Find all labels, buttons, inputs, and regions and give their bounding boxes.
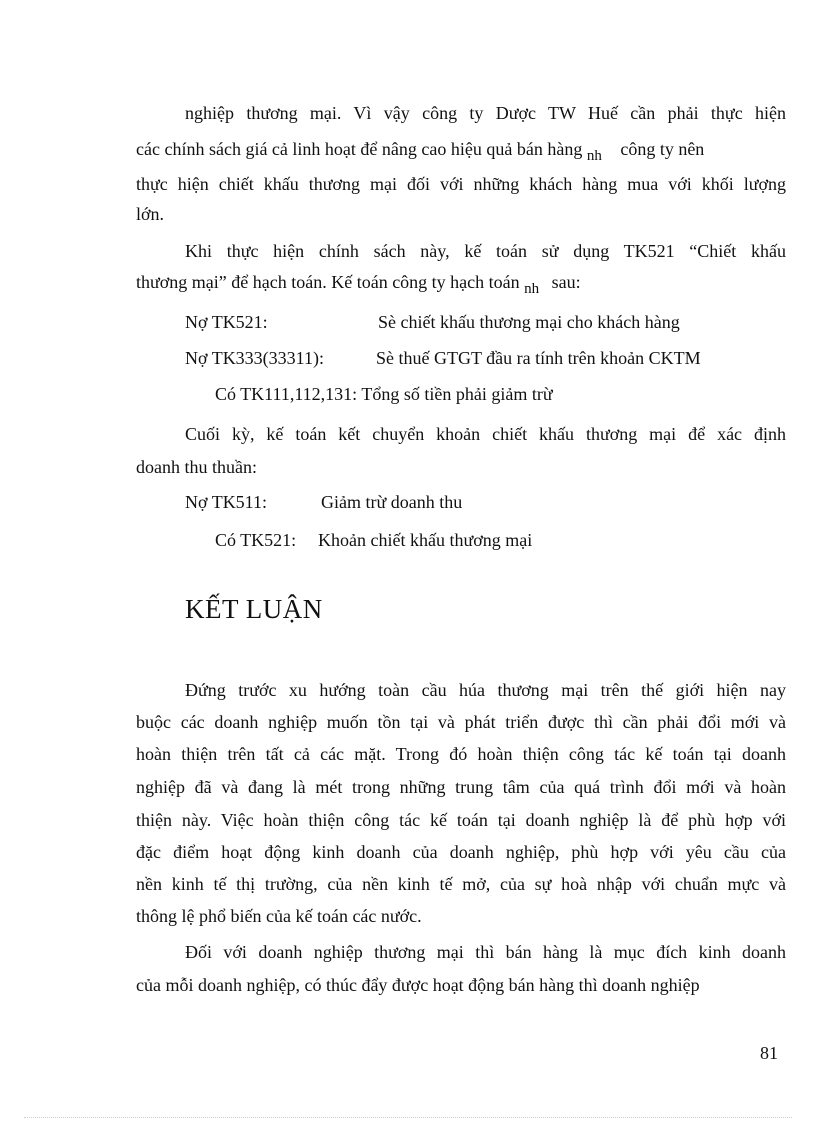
body-line: nền kinh tế thị trường, của nền kinh tế mở, của sự hoà nhập với chuẩn mực và	[136, 874, 786, 894]
entry-desc: Tổng số tiền phải giảm trừ	[361, 384, 553, 404]
entry-desc: Sè thuế GTGT đầu ra tính trên khoản CKTM	[376, 348, 701, 368]
body-line: đặc điểm hoạt động kinh doanh của doanh nghiệp, phù hợp với yêu cầu của	[136, 842, 786, 862]
footer-divider	[24, 1117, 792, 1118]
entry-line	[215, 382, 553, 406]
body-line: nghiệp thương mại. Vì vậy công ty Dược TW Huế cần phải thực hiện	[185, 103, 786, 123]
section-heading: KẾT LUẬN	[185, 594, 323, 624]
body-line: Cuối kỳ, kế toán kết chuyển khoản chiết khấu thương mại để xác định	[185, 424, 786, 444]
subscript-text: nh	[586, 148, 602, 164]
entry-account: Nợ TK521:	[185, 312, 268, 332]
body-line: buộc các doanh nghiệp muốn tồn tại và phát triển được thì cần phải đổi mới và	[136, 712, 786, 732]
text-run: các chính sách giá cả linh hoạt để nâng cao hiệu quả bán hàng	[136, 139, 583, 159]
body-line: thực hiện chiết khấu thương mại đối với những khách hàng mua với khối lượng	[136, 174, 786, 194]
entry-desc: Khoản chiết khấu thương mại	[318, 530, 533, 550]
page-number: 81	[760, 1043, 778, 1063]
body-line: Khi thực hiện chính sách này, kế toán sử dụng TK521 “Chiết khấu	[185, 241, 786, 261]
body-line: thiện này. Việc hoàn thiện công tác kế toán tại doanh nghiệp là để phù hợp với	[136, 810, 786, 830]
body-line: lớn.	[136, 204, 165, 224]
body-line	[136, 270, 581, 296]
entry-account: Có TK521:	[215, 530, 297, 550]
body-line: Đối với doanh nghiệp thương mại thì bán hàng là mục đích kinh doanh	[185, 942, 786, 962]
body-line	[136, 137, 704, 163]
body-line: doanh thu thuần:	[136, 457, 257, 477]
entry-account: Nợ TK333(33311):	[185, 348, 325, 368]
entry-desc: Giảm trừ doanh thu	[321, 492, 463, 512]
body-line: hoàn thiện trên tất cả các mặt. Trong đó hoàn thiện công tác kế toán tại doanh	[136, 744, 786, 764]
text-run: công ty nên	[620, 139, 705, 159]
entry-account: Nợ TK511:	[185, 492, 268, 512]
entry-account: Có TK111,112,131:	[215, 384, 358, 404]
entry-desc: Sè chiết khấu thương mại cho khách hàng	[378, 312, 680, 332]
text-run: sau:	[551, 272, 581, 292]
subscript-text: nh	[524, 281, 540, 297]
body-line: nghiệp đã và đang là mét trong những trung tâm của quá trình đổi mới và hoàn	[136, 777, 786, 797]
body-line: thông lệ phổ biến của kế toán các nước.	[136, 906, 422, 926]
text-run: thương mại” để hạch toán. Kế toán công ty hạch toán	[136, 272, 520, 292]
body-line: của mỗi doanh nghiệp, có thúc đẩy được hoạt động bán hàng thì doanh nghiệp	[136, 975, 700, 995]
body-line: Đứng trước xu hướng toàn cầu húa thương mại trên thế giới hiện nay	[185, 680, 786, 700]
